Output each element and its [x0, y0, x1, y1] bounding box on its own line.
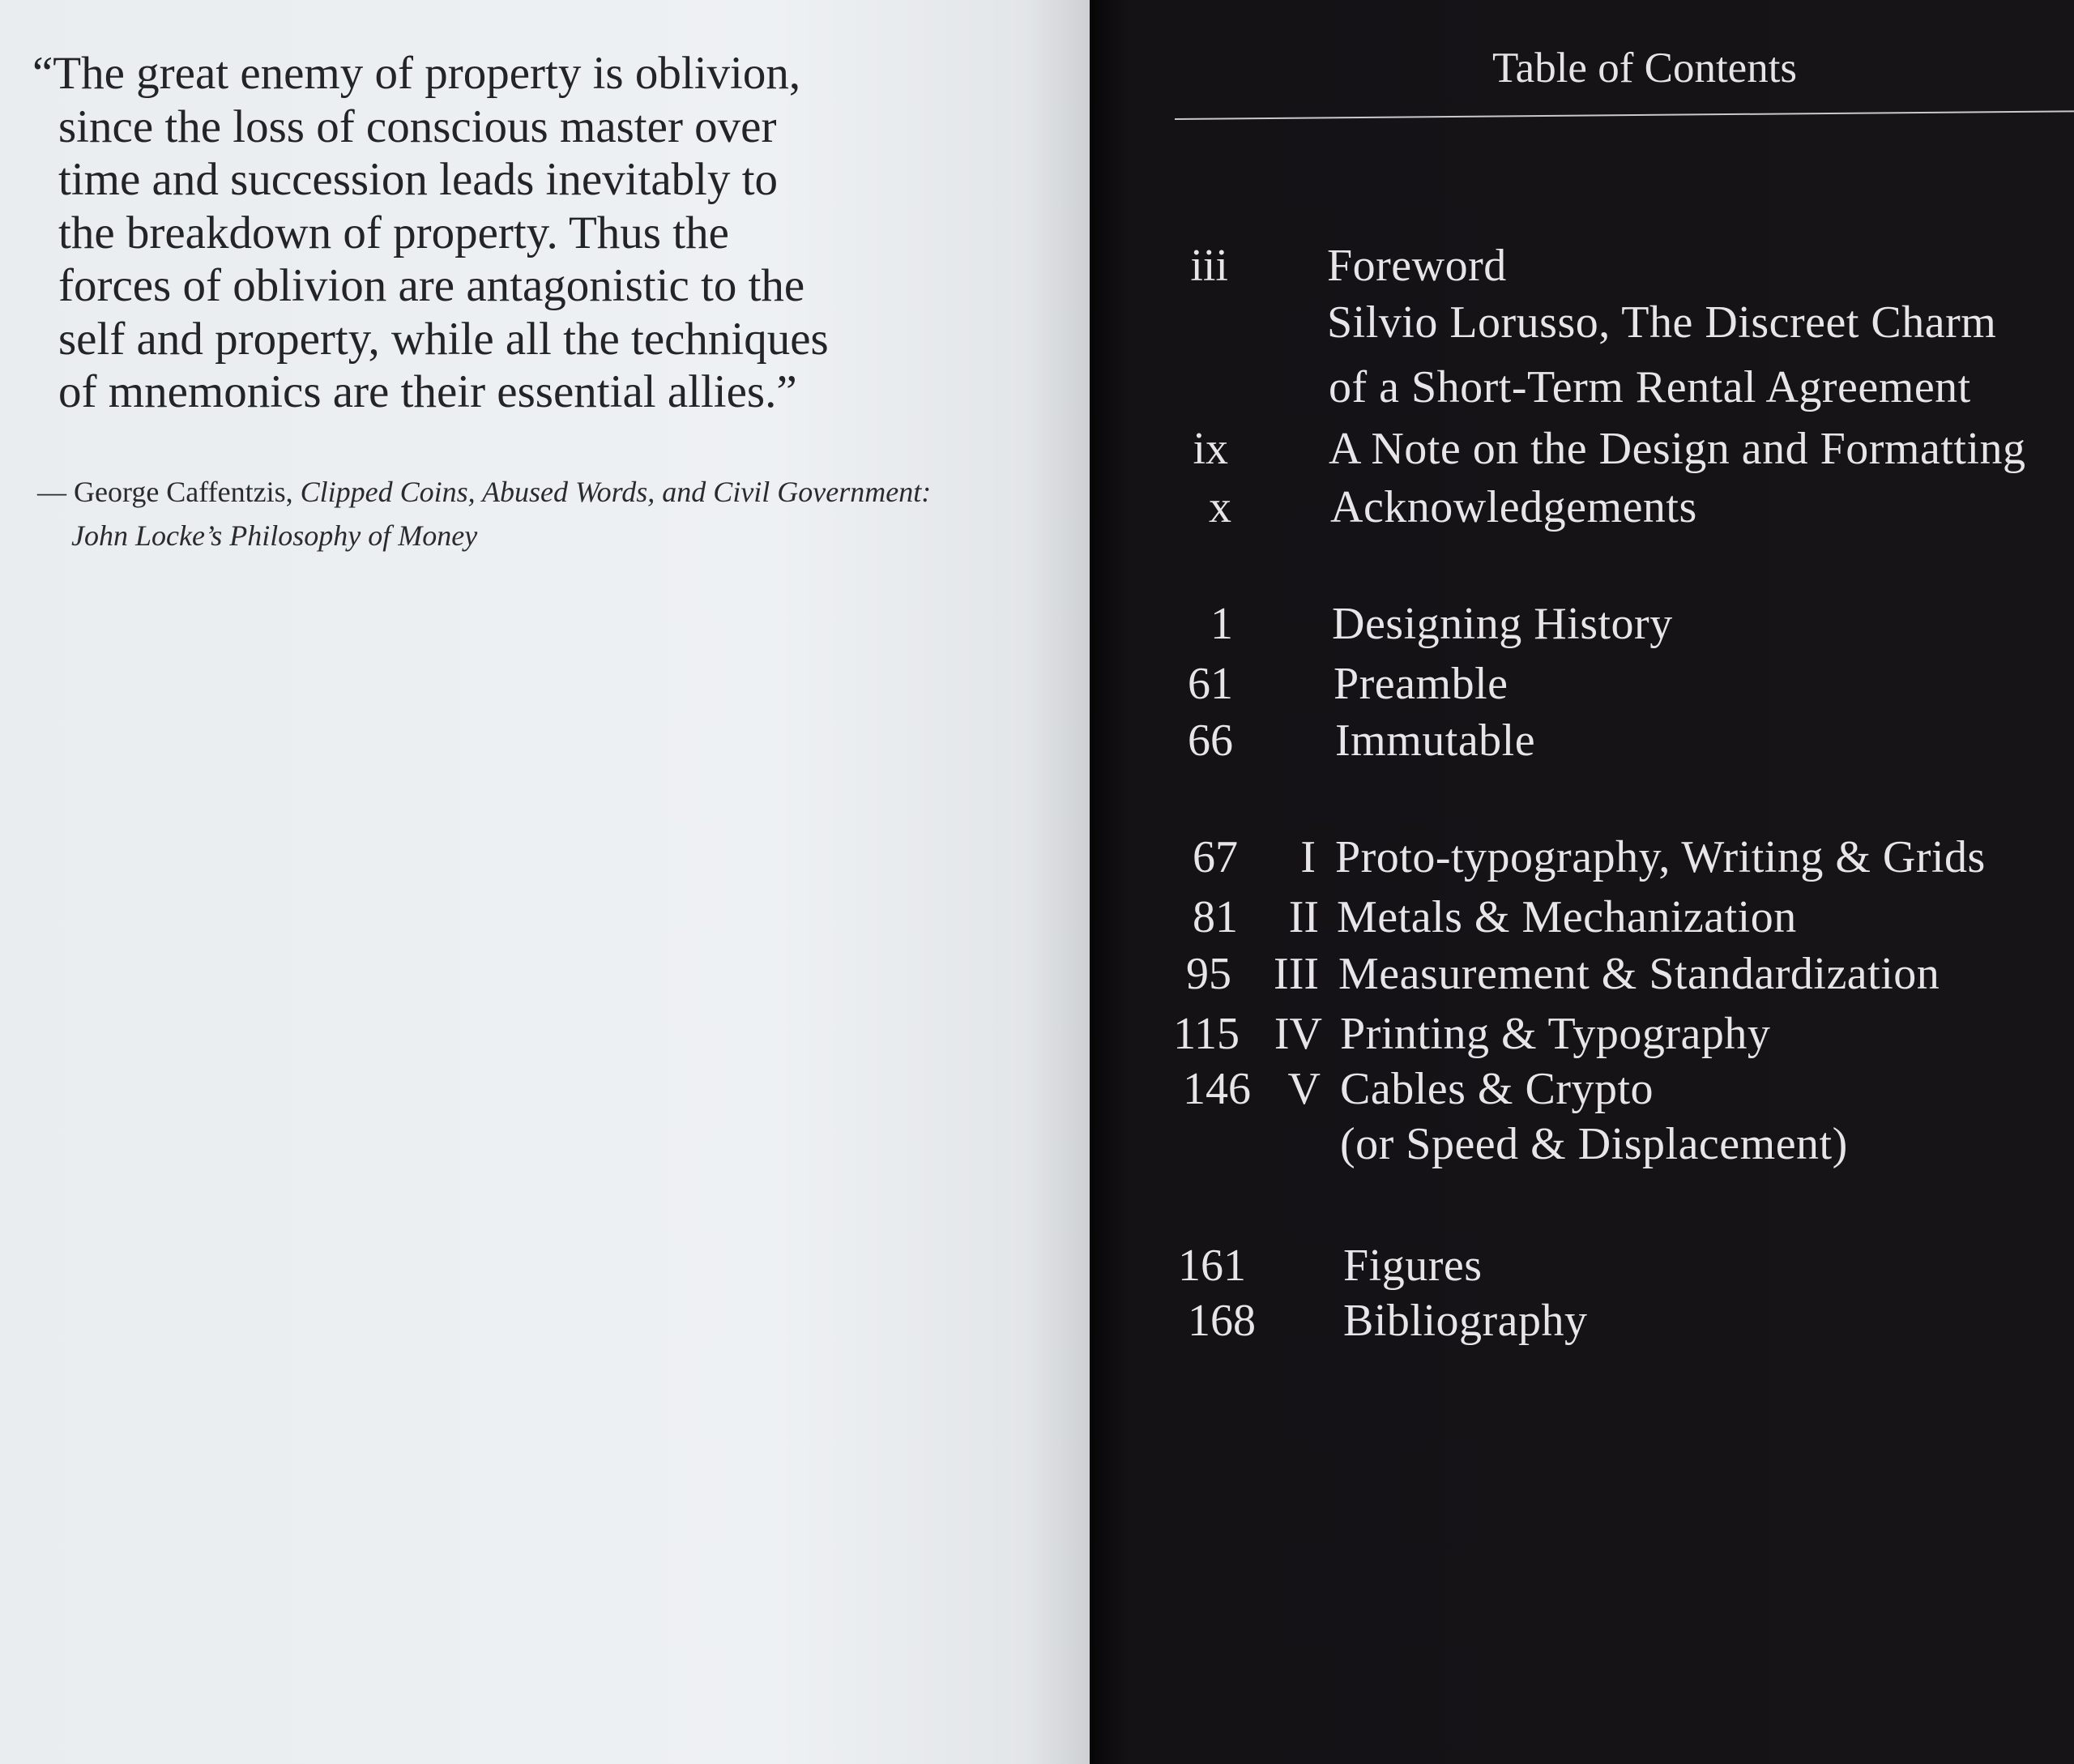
toc-entry-title: Foreword	[1327, 241, 1507, 291]
toc-entry-page: 61	[1188, 659, 1233, 709]
toc-entry-title: of a Short-Term Rental Agreement	[1329, 362, 1971, 412]
quote-line: since the loss of conscious master over	[58, 100, 777, 152]
toc-entry-page: 146	[1183, 1064, 1251, 1114]
quote-line: time and succession leads inevitably to	[58, 154, 779, 205]
toc-entry-title: A Note on the Design and Formatting	[1329, 424, 2026, 474]
attribution-author: — George Caffentzis,	[37, 476, 301, 508]
toc-entry	[0, 1118, 2074, 1175]
toc-title: Table of Contents	[1492, 45, 1798, 92]
toc-entry-title: (or Speed & Displacement)	[1340, 1119, 1848, 1169]
toc-entry-title: Immutable	[1335, 715, 1536, 766]
toc-entry-title: Printing & Typography	[1340, 1009, 1771, 1059]
toc-entry-chapter-number: I	[1300, 832, 1316, 882]
toc-entry-page: 95	[1186, 949, 1231, 999]
toc-entry-page: 66	[1188, 715, 1233, 766]
toc-entry-page: 81	[1193, 892, 1238, 942]
toc-entry	[0, 361, 2074, 418]
toc-entry	[0, 831, 2074, 888]
toc-entry-title: Bibliography	[1343, 1296, 1588, 1346]
toc-entry-chapter-number: IV	[1274, 1009, 1322, 1059]
toc-entry	[0, 1008, 2074, 1065]
toc-entry-title: Preamble	[1334, 659, 1509, 709]
toc-entry-page: 168	[1188, 1296, 1256, 1346]
toc-entry-chapter-number: II	[1288, 892, 1319, 942]
toc-entry-title: Cables & Crypto	[1340, 1064, 1654, 1114]
quote-line: of mnemonics are their essential allies.”	[58, 366, 797, 417]
toc-entry	[0, 658, 2074, 715]
attribution-work-subtitle: John Locke’s Philosophy of Money	[71, 519, 478, 552]
quote-line: forces of oblivion are antagonistic to the	[58, 260, 805, 311]
toc-entry	[0, 1240, 2074, 1296]
toc-entry-title: Proto-typography, Writing & Grids	[1335, 832, 1986, 882]
toc-entry	[0, 891, 2074, 948]
toc-entry-title: Measurement & Standardization	[1338, 949, 1940, 999]
toc-entry	[0, 481, 2074, 538]
toc-entry-page: 161	[1178, 1241, 1246, 1291]
toc-entry-title: Silvio Lorusso, The Discreet Charm	[1327, 297, 1997, 348]
quote-line: self and property, while all the techniques	[58, 313, 829, 365]
toc-entry-chapter-number: III	[1274, 949, 1319, 999]
toc-entry-page: 67	[1193, 832, 1238, 882]
toc-entry	[0, 948, 2074, 1005]
toc-entry	[0, 598, 2074, 655]
quote-line: the breakdown of property. Thus the	[58, 207, 729, 258]
toc-entry-page: 115	[1173, 1009, 1240, 1059]
toc-entry-title: Metals & Mechanization	[1337, 892, 1797, 942]
attribution-work-title: Clipped Coins, Abused Words, and Civil Government:	[300, 476, 932, 508]
toc-entry	[0, 423, 2074, 480]
toc-entry-page: iii	[1190, 241, 1228, 291]
toc-entry-title: Figures	[1343, 1241, 1483, 1291]
toc-entry-title: Designing History	[1332, 599, 1673, 649]
toc-entry	[0, 297, 2074, 353]
toc-entry	[0, 240, 2074, 297]
toc-entry	[0, 1063, 2074, 1120]
quote-line: “The great enemy of property is oblivion,	[32, 48, 801, 99]
toc-entry-page: ix	[1193, 424, 1228, 474]
toc-entry-page: x	[1209, 482, 1231, 532]
toc-entry	[0, 715, 2074, 771]
toc-entry	[0, 1295, 2074, 1352]
toc-entry-page: 1	[1210, 599, 1233, 649]
toc-entry-chapter-number: V	[1287, 1064, 1321, 1114]
toc-entry-title: Acknowledgements	[1330, 482, 1697, 532]
